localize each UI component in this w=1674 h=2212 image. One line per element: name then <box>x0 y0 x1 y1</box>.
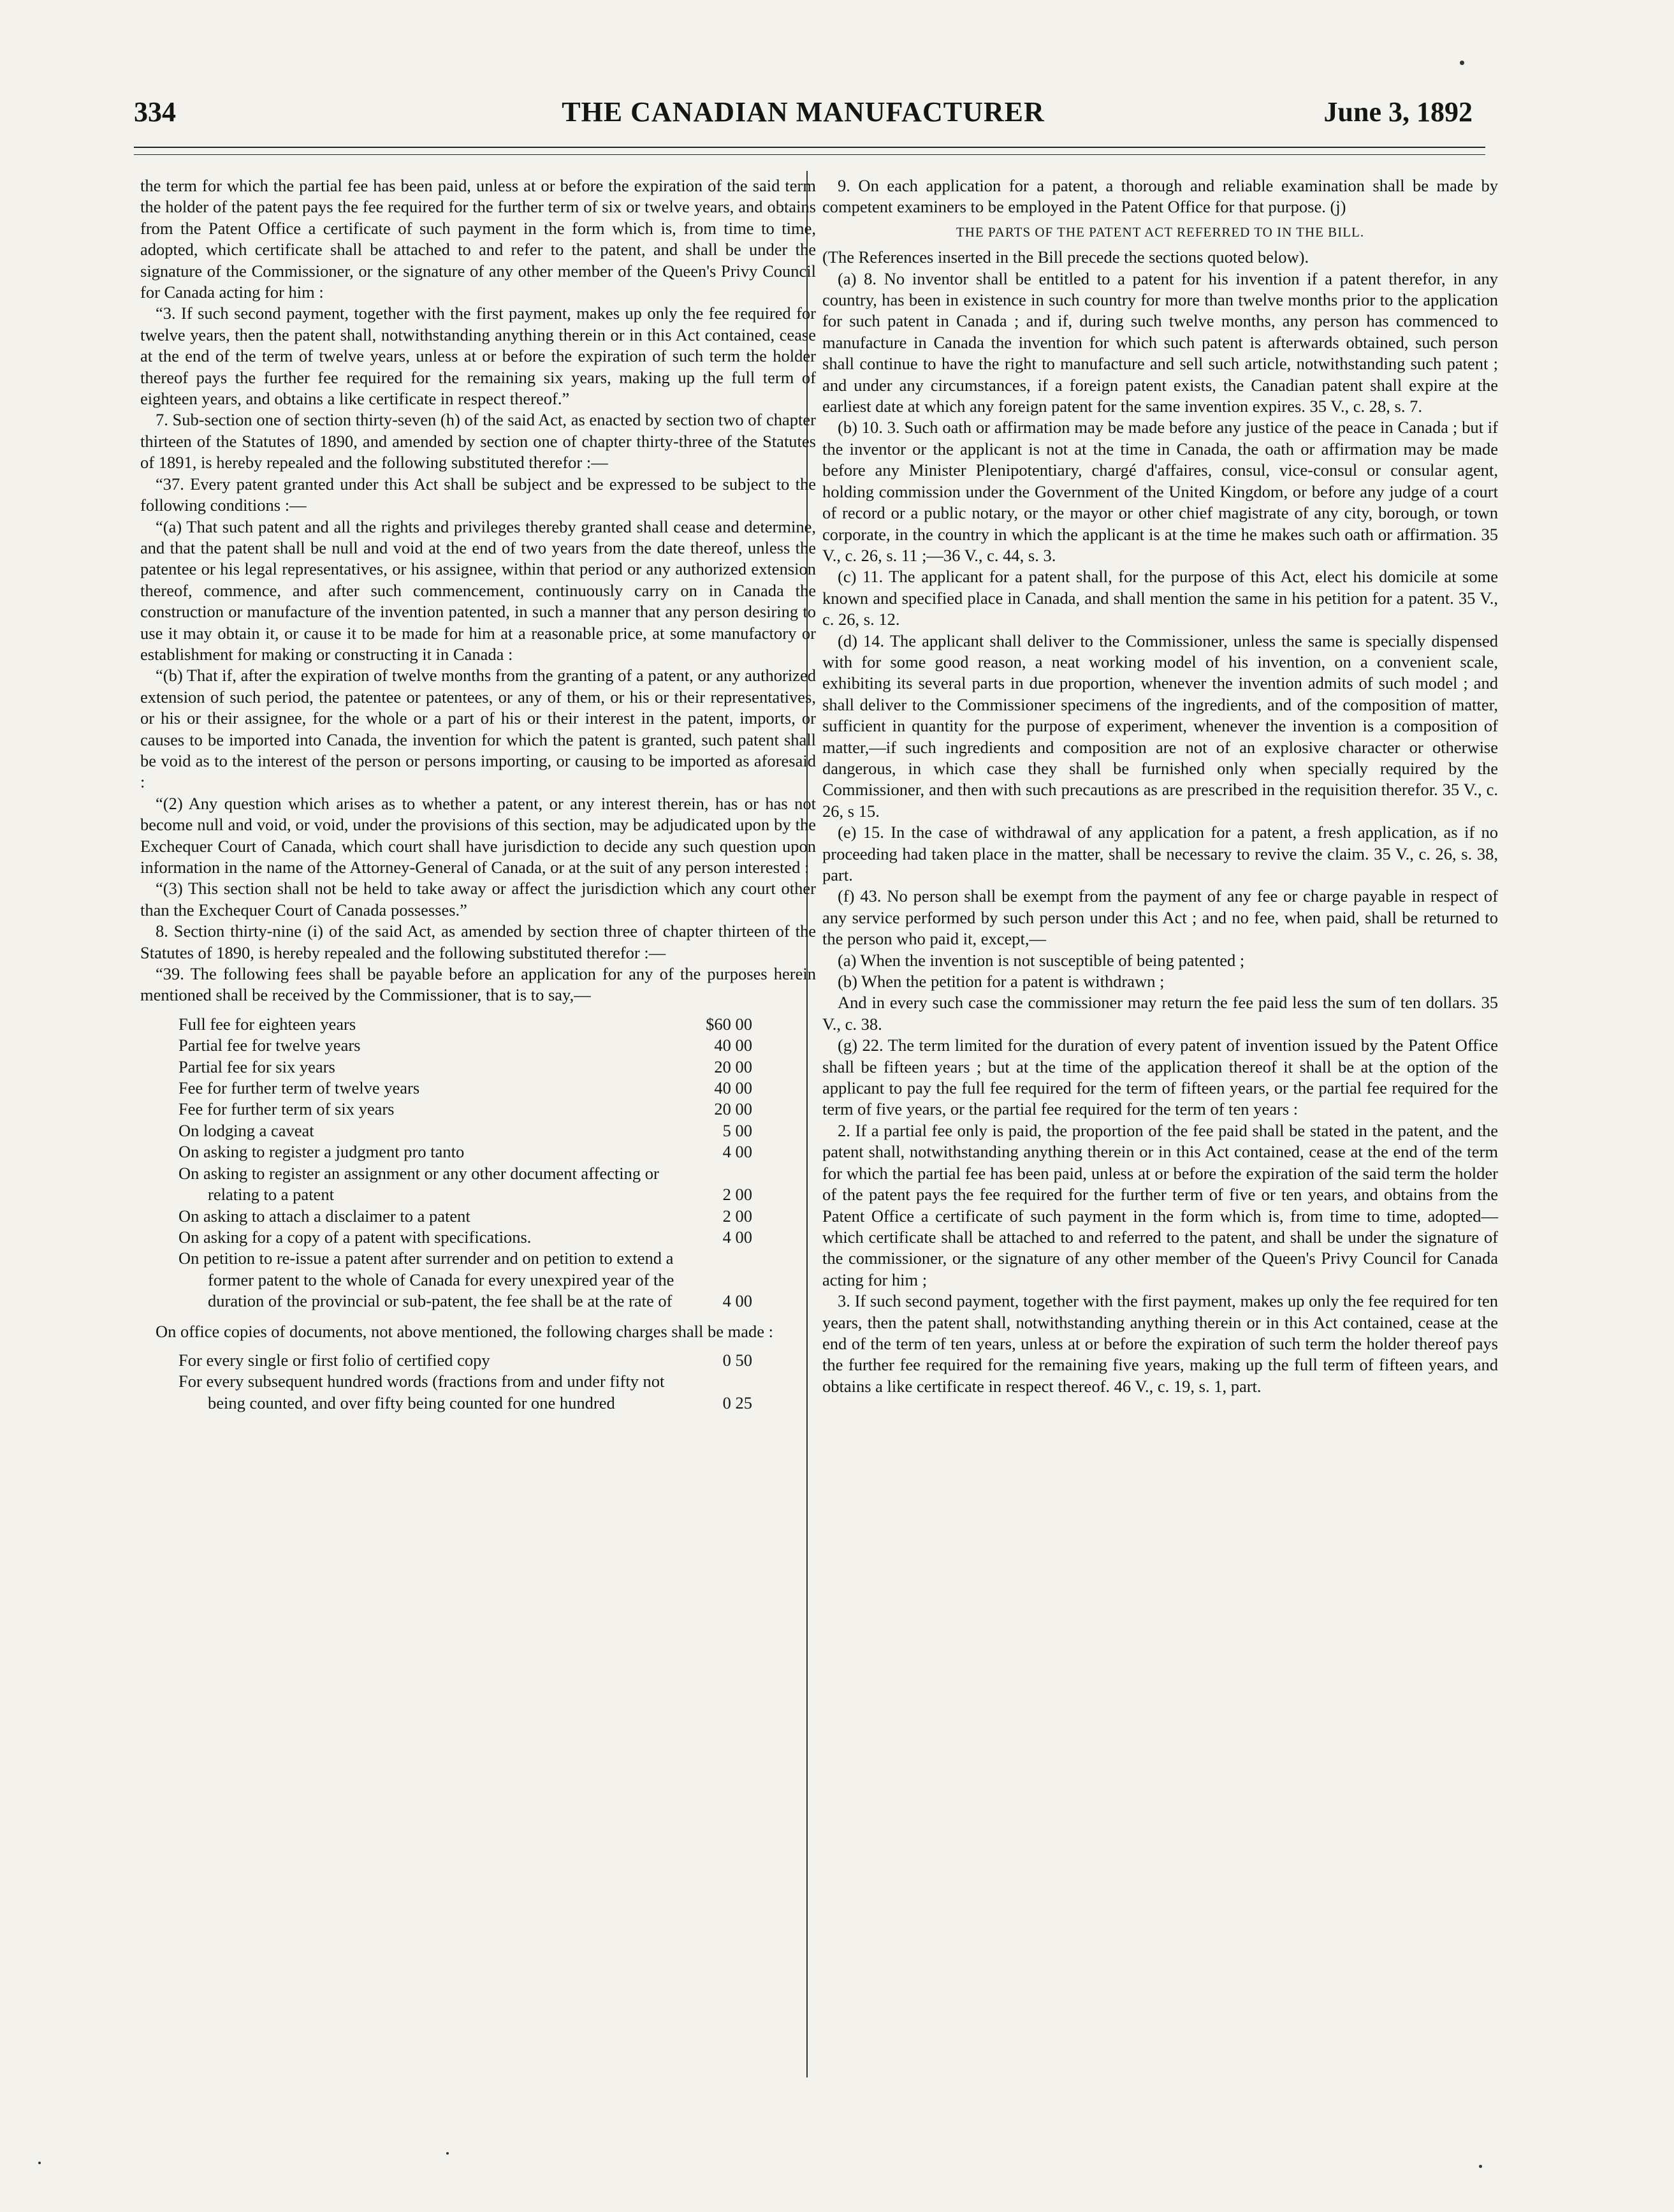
paragraph: (e) 15. In the case of withdrawal of any application for a patent, a fresh application, as if no proceeding had taken place in the matter, shall be necessary to revive the claim. 35 V., c. 26, s. 38, part. <box>822 823 1498 884</box>
copy-fee-schedule <box>178 1350 752 1414</box>
fee-amount: 40 00 <box>714 1078 752 1098</box>
fee-row <box>178 1227 752 1248</box>
paragraph: (f) 43. No person shall be exempt from the payment of any fee or charge payable in respect of any service performed by such person under this Act ; and no fee, when paid, shall be returned to the person who paid it, except,— <box>822 886 1498 949</box>
paragraph: “3. If such second payment, together with the first payment, makes up only the fee required for twelve years, then the patent shall, notwithstanding anything therein or in this Act contained, cease at the end of the term of twelve years, unless at or before the expiration of such term the holder thereof pays the further fee required for the remaining six years, making up the full term of eighteen years, and obtains a like certificate in respect thereof.” <box>140 304 816 409</box>
fee-label: On lodging a caveat <box>178 1120 314 1140</box>
header-rule-thin <box>134 154 1485 155</box>
paragraph: “(2) Any question which arises as to whether a patent, or any interest therein, has or has not become null and void, or void, under the provisions of this section, may be adjudicated upon by the Exchequer Court of Canada, which court shall have jurisdiction to decide any such question upon information in the name of the Attorney-General of Canada, or at the suit of any person interested : <box>140 793 816 877</box>
fee-label: Fee for further term of six years <box>178 1099 395 1119</box>
paragraph: 2. If a partial fee only is paid, the proportion of the fee paid shall be stated in the patent, and the patent shall, notwithstanding anything therein or in this Act contained, cease at the end of the term for which the partial fee has been paid, unless at or before the expiration of the said term the holder of the patent pays the fee required for the further term of five or ten years, and obtains from the Patent Office a certificate of such payment in the form which is, from time to time, adopted—which certificate shall be attached to and referred to the patent, and shall be under the signature of the commissioner, or the signature of any other member of the Queen's Privy Council for Canada acting for him ; <box>822 1120 1498 1289</box>
paragraph: “39. The following fees shall be payable before an application for any of the purposes herein mentioned shall be received by the Commissioner, that is to say,— <box>140 964 816 1005</box>
section-heading: THE PARTS OF THE PATENT ACT REFERRED TO IN THE BILL. <box>956 224 1365 240</box>
fee-row <box>178 1163 752 1206</box>
fee-label: Full fee for eighteen years <box>178 1014 356 1034</box>
fee-amount: 20 00 <box>714 1099 752 1119</box>
fee-label: Fee for further term of twelve years <box>178 1078 420 1098</box>
fee-row <box>178 1099 752 1120</box>
paragraph: (d) 14. The applicant shall deliver to the Commissioner, unless the same is specially dispensed with for some good reason, a neat working model of his invention, on a convenient scale, exhibiting its several parts in due proportion, whenever the invention admits of such model ; and shall deliver to the Commissioner specimens of the ingredients, and of the composition of matter, sufficient in quantity for the purpose of experiment, whenever the invention is a composition of matter,—if such ingredients and composition are not of an explosive character or otherwise dangerous, in which case they shall be furnished only when specially required by the Commissioner, and then with such precautions as are prescribed in the requisition therefor. 35 V., c. 26, s 15. <box>822 631 1498 821</box>
issue-date: June 3, 1892 <box>1323 96 1473 128</box>
paragraph: (a) When the invention is not susceptible of being patented ; <box>838 950 1245 970</box>
fee-label: Partial fee for six years <box>178 1057 335 1076</box>
fee-label: For every subsequent hundred words (fractions from and under fifty not being counted, and over fifty being counted for one hundred <box>178 1372 665 1412</box>
paragraph: And in every such case the commissioner may return the fee paid less the sum of ten dollars. 35 V., c. 38. <box>822 993 1498 1034</box>
print-speck <box>1460 61 1464 65</box>
fee-amount: 40 00 <box>714 1036 752 1055</box>
fee-row <box>178 1350 752 1371</box>
fee-row <box>178 1078 752 1099</box>
fee-row <box>178 1371 752 1414</box>
paragraph: “37. Every patent granted under this Act shall be subject and be expressed to be subject to the following conditions :— <box>140 474 816 515</box>
paragraph: “(a) That such patent and all the rights and privileges thereby granted shall cease and determine, and that the patent shall be null and void at the end of two years from the date thereof, unless the patentee or his legal representatives, or his assignee, within that period or any authorized extension thereof, commence, and after such commencement, continuously carry on in Canada the construction or manufacture of the invention patented, in such a manner that any person desiring to use it may obtain it, or cause it to be made for him at a reasonable price, at some manufactory or establishment for making or constructing it in Canada : <box>140 516 816 664</box>
paragraph: 8. Section thirty-nine (i) of the said Act, as amended by section three of chapter thirteen of the Statutes of 1890, is hereby repealed and the following substituted therefor :— <box>140 921 816 962</box>
fee-label: On asking to register an assignment or any other document affecting or relating to a patent <box>178 1163 659 1205</box>
paragraph: (b) When the petition for a patent is withdrawn ; <box>838 972 1165 992</box>
fee-label: On asking to register a judgment pro tanto <box>178 1142 465 1162</box>
print-speck <box>446 2152 449 2155</box>
fee-amount: $60 00 <box>706 1014 752 1034</box>
paragraph: (c) 11. The applicant for a patent shall, for the purpose of this Act, elect his domicile at some known and specified place in Canada, and shall mention the same in his petition for a patent. 35 V., c. 26, s. 12. <box>822 567 1498 629</box>
left-column <box>140 175 816 1423</box>
fee-label: On asking to attach a disclaimer to a patent <box>178 1206 470 1226</box>
paragraph: 7. Sub-section one of section thirty-seven (h) of the said Act, as enacted by section two of chapter thirteen of the Statutes of 1890, and amended by section one of chapter thirty-three of the Statutes of 1891, is hereby repealed and the following substituted therefor :— <box>140 410 816 472</box>
page-header <box>134 96 1473 140</box>
fee-amount: 0 25 <box>722 1393 752 1412</box>
fee-row <box>178 1057 752 1078</box>
paragraph: “(b) That if, after the expiration of twelve months from the granting of a patent, or any authorized extension of such period, the patentee or patentees, or any of them, or his or their representatives, or his or their assignee, for the whole or a part of his or their interest in the patent, imports, or causes to be imported into Canada, the invention for which the patent is granted, such patent shall be void as to the interest of the person or persons importing, or causing to be imported as aforesaid : <box>140 666 816 792</box>
fee-amount: 5 00 <box>722 1120 752 1140</box>
paragraph: the term for which the partial fee has been paid, unless at or before the expiration of the said term the holder of the patent pays the fee required for the further term of six or twelve years, and obtains from the Patent Office a certificate of such payment in the form which is, from time to time, adopted, which certificate shall be attached to and refer to the patent, and shall be under the signature of the Commissioner, or the signature of any other member of the Queen's Privy Council for Canada acting for him : <box>140 176 816 302</box>
fee-label: Partial fee for twelve years <box>178 1036 361 1055</box>
print-speck <box>38 2162 41 2164</box>
right-column <box>822 175 1498 1397</box>
fee-row <box>178 1035 752 1056</box>
paragraph: (The References inserted in the Bill precede the sections quoted below). <box>822 247 1309 267</box>
publication-title: THE CANADIAN MANUFACTURER <box>562 96 1045 128</box>
paragraph: On office copies of documents, not above mentioned, the following charges shall be made : <box>156 1321 773 1341</box>
fee-amount: 0 50 <box>722 1350 752 1370</box>
paragraph: “(3) This section shall not be held to take away or affect the jurisdiction which any court other than the Exchequer Court of Canada possesses.” <box>140 879 816 919</box>
fee-row <box>178 1248 752 1312</box>
fee-label: On petition to re-issue a patent after surrender and on petition to extend a former patent to the whole of Canada for every unexpired year of the duration of the provincial or sub-patent, the fee shall be at the rate of <box>178 1249 674 1311</box>
fee-row <box>178 1141 752 1162</box>
page-number: 334 <box>134 96 176 128</box>
fee-label: On asking for a copy of a patent with specifications. <box>178 1227 532 1247</box>
paragraph: 9. On each application for a patent, a thorough and reliable examination shall be made by competent examiners to be employed in the Patent Office for that purpose. (j) <box>822 176 1498 217</box>
fee-amount: 4 00 <box>722 1142 752 1162</box>
fee-row <box>178 1014 752 1035</box>
fee-amount: 20 00 <box>714 1057 752 1076</box>
paragraph: (b) 10. 3. Such oath or affirmation may be made before any justice of the peace in Canada ; but if the inventor or the applicant is not at the time in Canada, the oath or affirmation may be made before any Minister Plenipotentiary, chargé d'affaires, consul, vice-consul or consular agent, holding commission under the Government of the United Kingdom, or before any judge of a court of record or a public notary, or the mayor or other chief magistrate of any city, borough, or town corporate, in the country in which the applicant is at the time he makes such oath or affirmation. 35 V., c. 26, s. 11 ;—36 V., c. 44, s. 3. <box>822 418 1498 565</box>
fee-label: For every single or first folio of certified copy <box>178 1350 490 1370</box>
fee-amount: 2 00 <box>722 1206 752 1226</box>
fee-amount: 2 00 <box>722 1185 752 1205</box>
print-speck <box>1479 2165 1482 2168</box>
fee-row <box>178 1206 752 1227</box>
paragraph: (a) 8. No inventor shall be entitled to a patent for his invention if a patent therefor, in any country, has been in existence in such country for more than twelve months prior to the application for such patent in Canada ; and if, during such twelve months, any person has commenced to manufacture in Canada the invention for which such patent is afterwards obtained, such person shall continue to have the right to manufacture and sell such article, notwithstanding such patent ; and under any circumstances, if a foreign patent exists, the Canadian patent shall expire at the earliest date at which any foreign patent for the same invention expires. 35 V., c. 28, s. 7. <box>822 268 1498 416</box>
paragraph: (g) 22. The term limited for the duration of every patent of invention issued by the Patent Office shall be fifteen years ; but at the time of the application thereof it shall be at the option of the applicant to pay the full fee required for the term of fifteen years, or the partial fee required for the term of five years, or the partial fee required for the term of ten years : <box>822 1036 1498 1119</box>
fee-row <box>178 1120 752 1141</box>
fee-schedule <box>178 1014 752 1312</box>
fee-amount: 4 00 <box>722 1291 752 1311</box>
header-rule <box>134 147 1485 148</box>
fee-amount: 4 00 <box>722 1227 752 1247</box>
paragraph: 3. If such second payment, together with the first payment, makes up only the fee required for ten years, then the patent shall, notwithstanding anything therein or in this Act contained, cease at the end of the term of ten years, unless at or before the expiration of such term the holder thereof pays the further fee required for the remaining five years, making up the full term of fifteen years, and obtains a like certificate in respect thereof. 46 V., c. 19, s. 1, part. <box>822 1291 1498 1396</box>
